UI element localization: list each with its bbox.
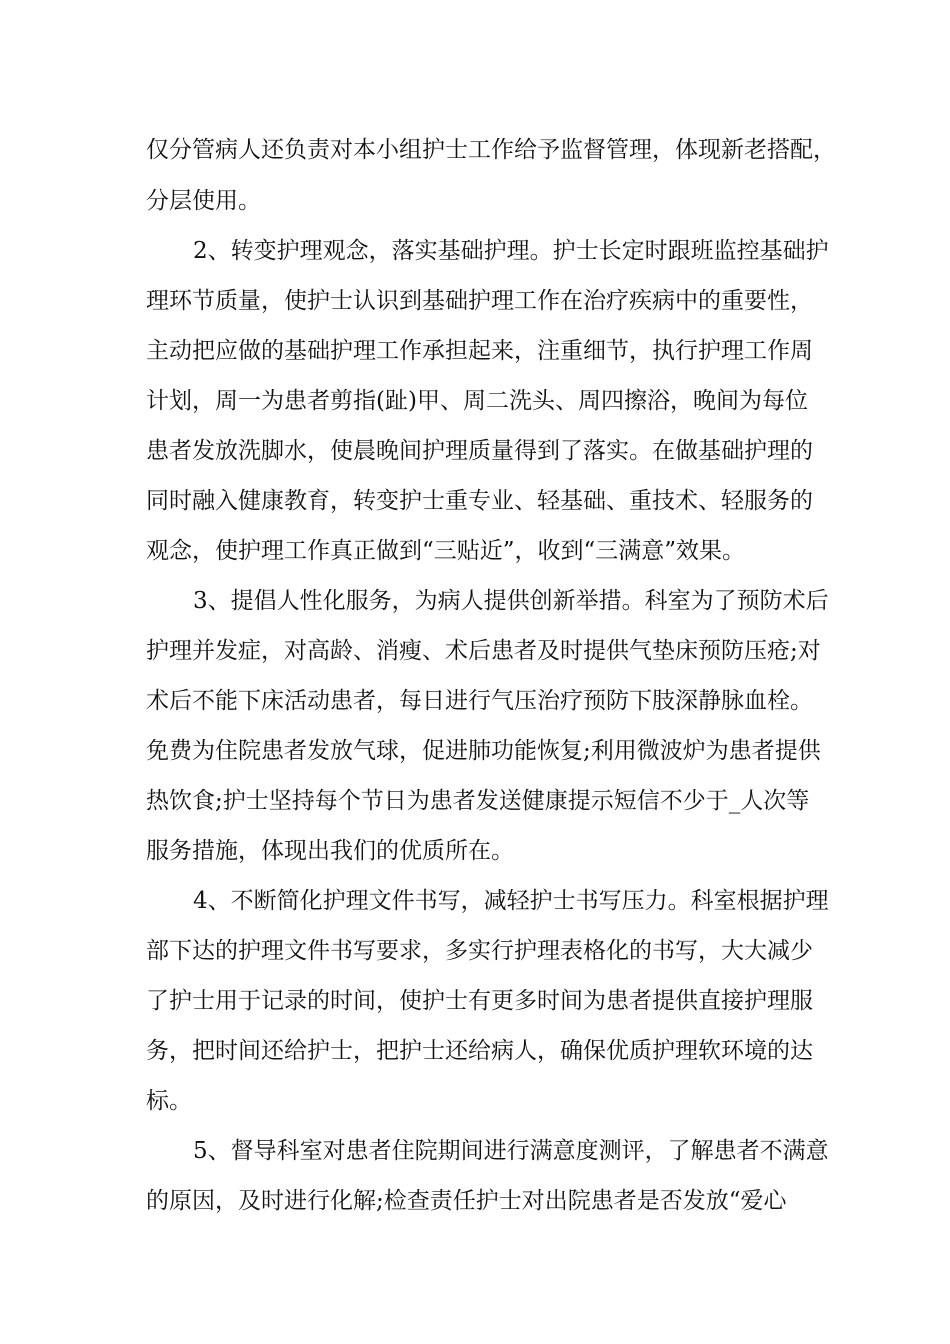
text-line: 分层使用。 — [146, 188, 261, 214]
text-line: 部下达的护理文件书写要求，多实行护理表格化的书写，大大减少 — [146, 938, 813, 964]
text-line: 护理并发症，对高龄、消瘦、术后患者及时提供气垫床预防压疮;对 — [146, 638, 821, 664]
text-line: 主动把应做的基础护理工作承担起来，注重细节，执行护理工作周 — [146, 338, 813, 364]
text-line: 4、不断简化护理文件书写，减轻护士书写压力。科室根据护理 — [193, 888, 829, 914]
text-line: 理环节质量，使护士认识到基础护理工作在治疗疾病中的重要性， — [146, 288, 813, 314]
text-line: 观念，使护理工作真正做到“三贴近”，收到“三满意”效果。 — [146, 538, 746, 564]
text-line: 同时融入健康教育，转变护士重专业、轻基础、重技术、轻服务的 — [146, 488, 813, 514]
text-line: 热饮食;护士坚持每个节日为患者发送健康提示短信不少于_人次等 — [146, 788, 810, 814]
text-line: 2、转变护理观念，落实基础护理。护士长定时跟班监控基础护 — [193, 238, 829, 264]
text-line: 计划，周一为患者剪指(趾)甲、周二洗头、周四擦浴，晚间为每位 — [146, 388, 808, 414]
text-line: 标。 — [146, 1088, 192, 1114]
text-line: 患者发放洗脚水，使晨晚间护理质量得到了落实。在做基础护理的 — [146, 438, 813, 464]
text-line: 仅分管病人还负责对本小组护士工作给予监督管理，体现新老搭配， — [146, 137, 836, 163]
text-line: 免费为住院患者发放气球，促进肺功能恢复;利用微波炉为患者提供 — [146, 738, 821, 764]
text-line: 的原因，及时进行化解;检查责任护士对出院患者是否发放“爱心 — [146, 1188, 787, 1214]
text-line: 了护士用于记录的时间，使护士有更多时间为患者提供直接护理服 — [146, 988, 813, 1014]
text-line: 3、提倡人性化服务，为病人提供创新举措。科室为了预防术后 — [193, 588, 829, 614]
text-line: 术后不能下床活动患者，每日进行气压治疗预防下肢深静脉血栓。 — [146, 688, 813, 714]
text-line: 5、督导科室对患者住院期间进行满意度测评，了解患者不满意 — [193, 1138, 829, 1164]
text-line: 服务措施，体现出我们的优质所在。 — [146, 838, 514, 864]
text-line: 务，把时间还给护士，把护士还给病人，确保优质护理软环境的达 — [146, 1038, 813, 1064]
